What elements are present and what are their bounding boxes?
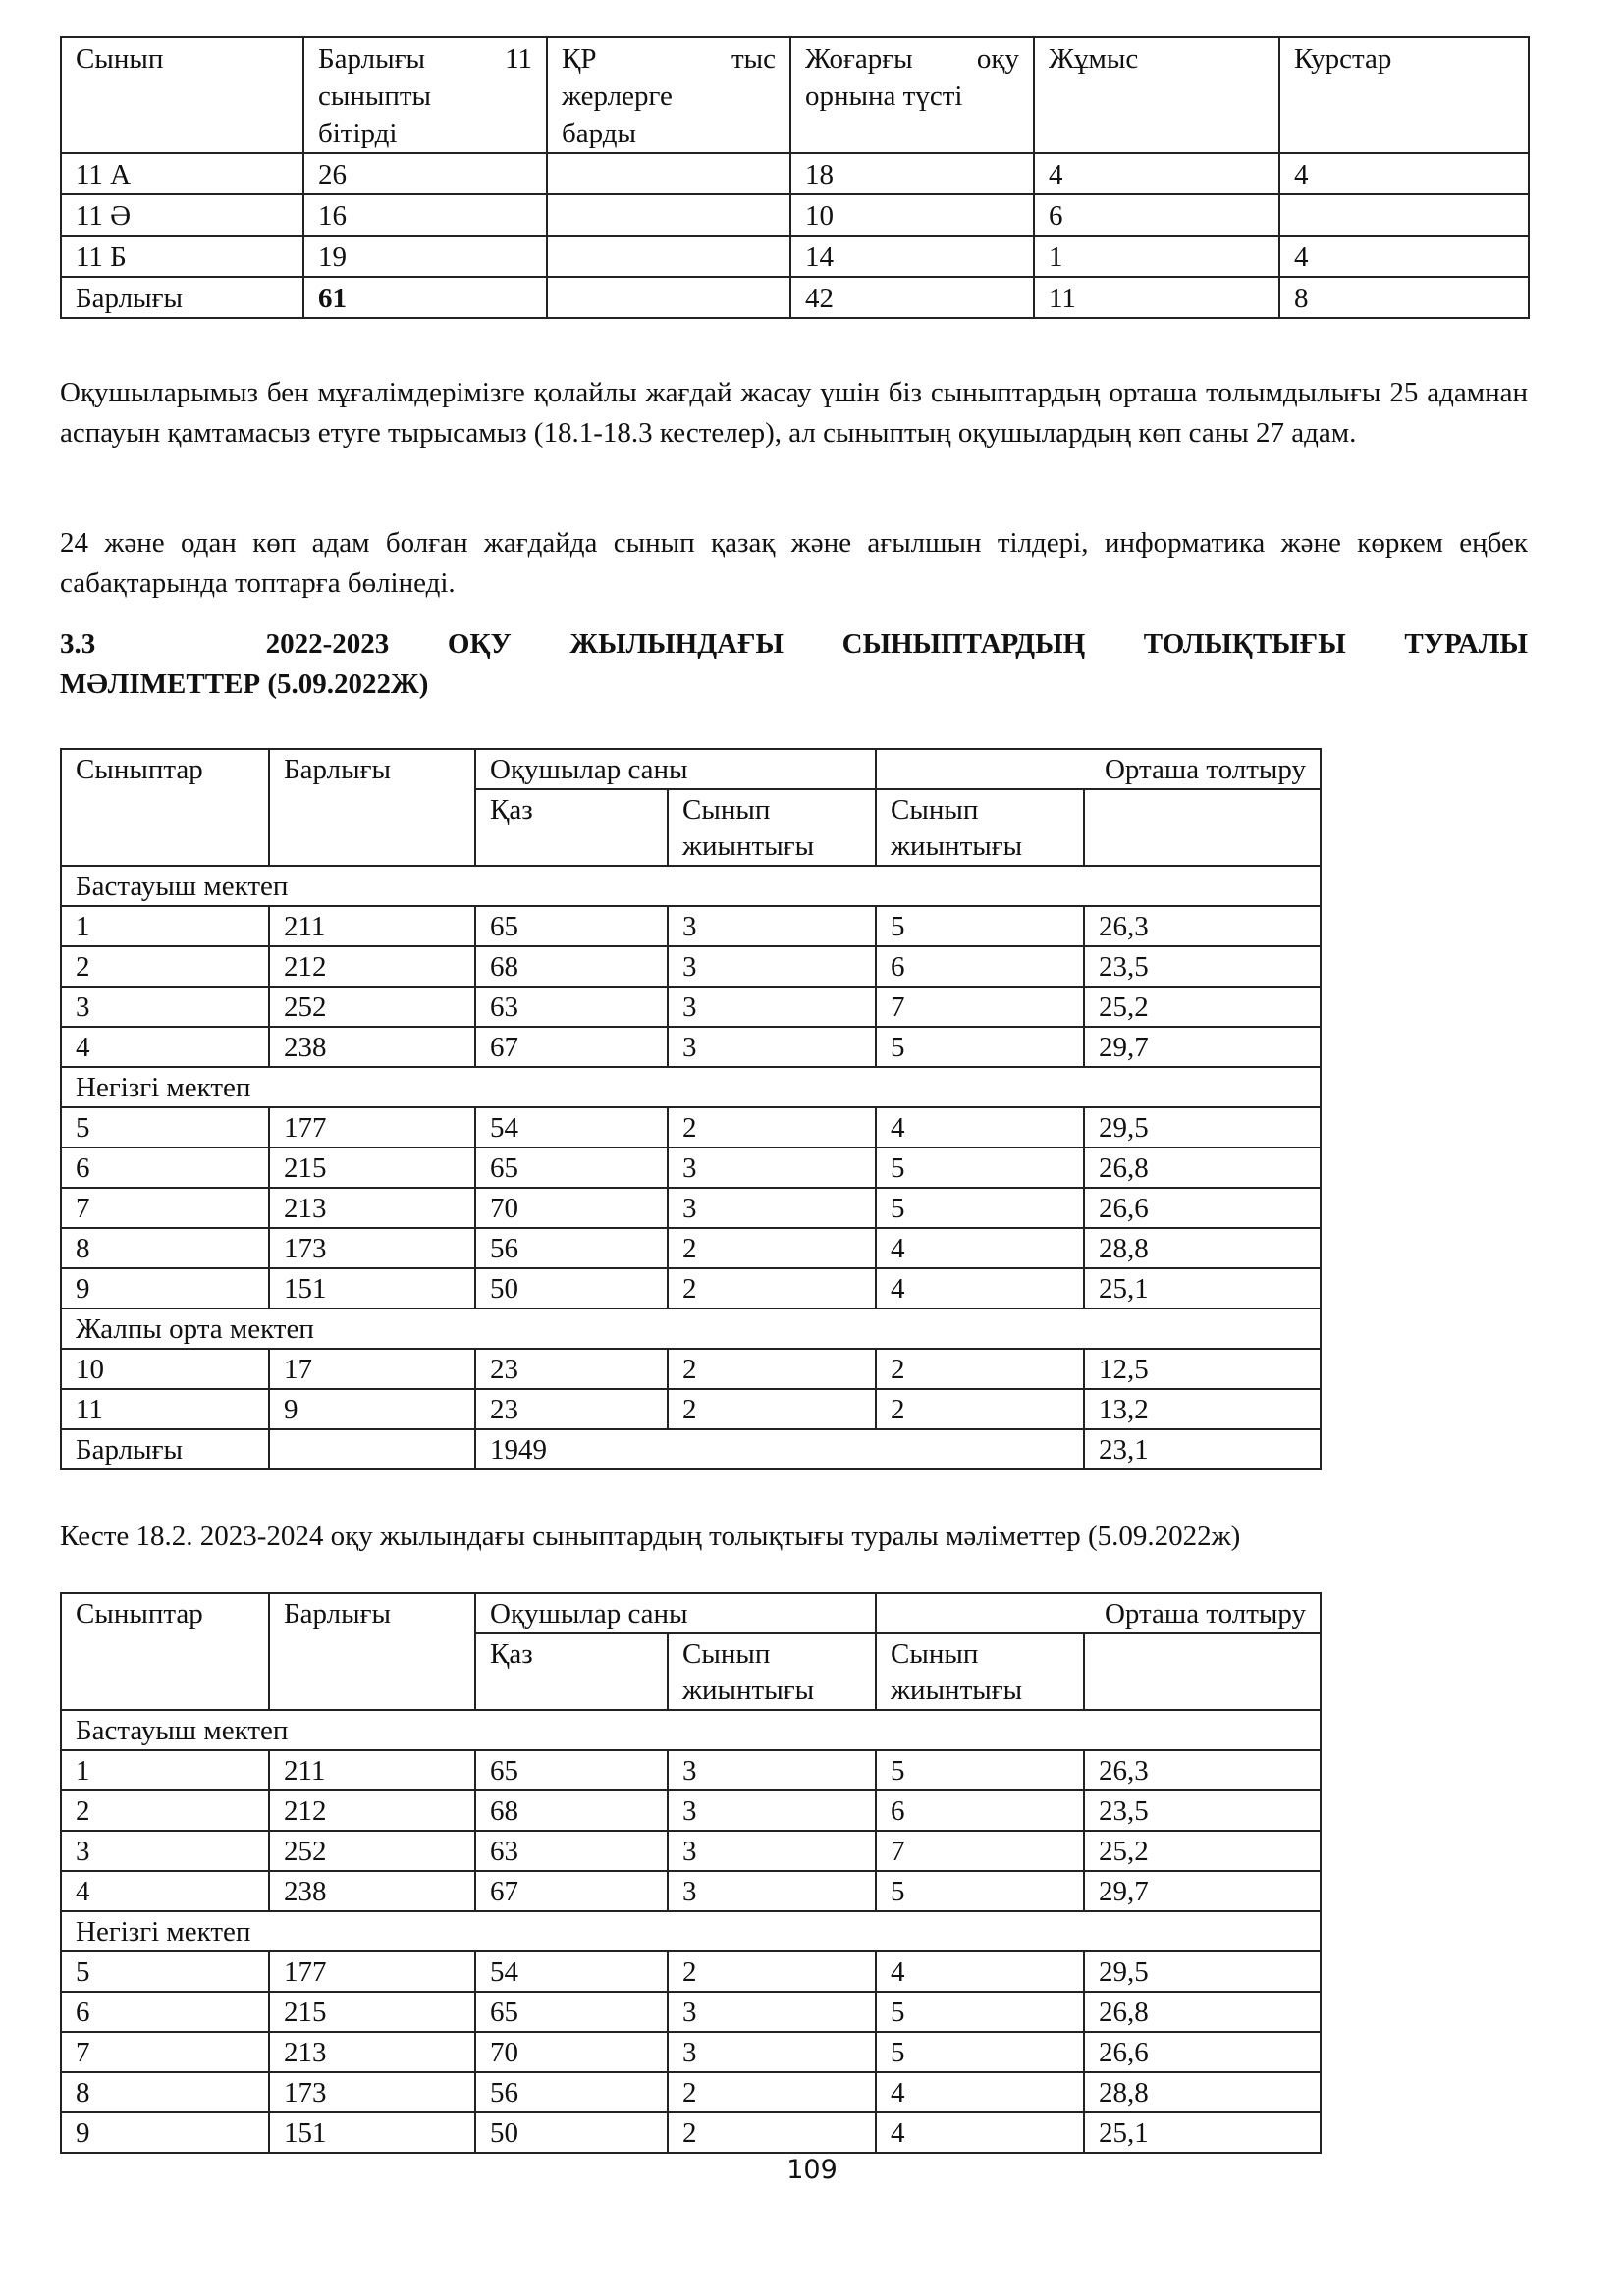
total-row: [61, 1429, 1321, 1469]
table-cell: 151: [269, 1268, 475, 1308]
table-cell: 252: [269, 987, 475, 1027]
table-row: [61, 1188, 1321, 1228]
table-cell: 11 А: [61, 153, 303, 194]
section-row: [61, 1067, 1321, 1107]
heading-word: ЖЫЛЫНДАҒЫ: [569, 628, 785, 660]
header-class-set: Сынып жиынтығы: [876, 1633, 1084, 1710]
table-cell: 4: [876, 1951, 1084, 1992]
table-cell: 70: [475, 2032, 668, 2072]
table-row: [61, 1992, 1321, 2032]
table-cell: 7: [61, 2032, 269, 2072]
table-cell: 6: [876, 946, 1084, 987]
section-row: [61, 1710, 1321, 1750]
section-row: [61, 866, 1321, 906]
table-cell: 213: [269, 1188, 475, 1228]
header-total-graduated: [303, 37, 547, 153]
table-row: [61, 1790, 1321, 1831]
header-class-set: Сынып жиынтығы: [876, 789, 1084, 866]
section-heading: [60, 624, 1528, 705]
header-class-set: Сынып жиынтығы: [668, 1633, 876, 1710]
table-cell: 54: [475, 1107, 668, 1148]
table-cell: 151: [269, 2112, 475, 2153]
table-cell: 5: [876, 1871, 1084, 1911]
header-classes: Сыныптар: [61, 749, 269, 866]
table-cell: 29,5: [1084, 1951, 1321, 1992]
table-cell: 3: [668, 1188, 876, 1228]
table-cell: 26,6: [1084, 1188, 1321, 1228]
header-text: Барлығы: [318, 43, 425, 75]
table-cell: 68: [475, 946, 668, 987]
table-cell: 23: [475, 1349, 668, 1389]
total-average: 23,1: [1084, 1429, 1321, 1469]
table-cell: 65: [475, 1750, 668, 1790]
table-cell: 4: [876, 1228, 1084, 1268]
table-row: [61, 2032, 1321, 2072]
table-cell: 67: [475, 1871, 668, 1911]
table-cell: 11: [1034, 277, 1279, 318]
table-cell: 2: [668, 1268, 876, 1308]
heading-word: СЫНЫПТАРДЫҢ: [841, 628, 1086, 660]
table-cell: 3: [668, 946, 876, 987]
table-cell: 25,1: [1084, 2112, 1321, 2153]
table-cell: 10: [790, 194, 1034, 236]
table-cell: 2: [876, 1389, 1084, 1429]
total-label: Барлығы: [61, 1429, 269, 1469]
paragraph-class-size: Оқушыларымыз бен мұғалімдерімізге қолайлы жағдай жасау үшін біз сыныптардың орташа толымдылығы 25 адамнан аспауын қамтамасыз етуге тырысамыз (18.1-18.3 кестелер), ал сыныптың оқушылардың көп саны 27 адам.: [60, 377, 1528, 449]
table-cell: 19: [303, 236, 547, 277]
table-cell: [547, 277, 790, 318]
table-cell: 65: [475, 1992, 668, 2032]
header-average-fill: Орташа толтыру: [876, 1593, 1321, 1633]
header-average-fill: Орташа толтыру: [876, 749, 1321, 789]
table-row: [61, 946, 1321, 987]
table-cell: 4: [1279, 153, 1529, 194]
table-cell: [547, 194, 790, 236]
table-cell: 26,6: [1084, 2032, 1321, 2072]
header-text: орнына түсті: [805, 80, 963, 112]
enrollment-table-2023: [60, 1592, 1322, 2154]
table-cell: 14: [790, 236, 1034, 277]
section-heading-line1: [60, 624, 1528, 665]
table-cell: 4: [1279, 236, 1529, 277]
table-row: [61, 1831, 1321, 1871]
table-cell: 1: [61, 1750, 269, 1790]
table-cell: 3: [61, 1831, 269, 1871]
table-cell: 28,8: [1084, 1228, 1321, 1268]
table-cell: 2: [668, 1107, 876, 1148]
table-cell: 25,1: [1084, 1268, 1321, 1308]
table-cell: 7: [61, 1188, 269, 1228]
table-row: [61, 1349, 1321, 1389]
header-text: оқу: [976, 43, 1019, 75]
header-university: [790, 37, 1034, 153]
table-cell: 29,5: [1084, 1107, 1321, 1148]
table-cell: 13,2: [1084, 1389, 1321, 1429]
table-cell: 215: [269, 1992, 475, 2032]
table-cell: 3: [668, 1790, 876, 1831]
header-work: Жұмыс: [1034, 37, 1279, 153]
table-cell: 5: [61, 1951, 269, 1992]
table-cell: 3: [61, 987, 269, 1027]
table-cell: 3: [668, 1992, 876, 2032]
table-cell: 7: [876, 1831, 1084, 1871]
section-label: Негізгі мектеп: [61, 1067, 1321, 1107]
table-cell: 2: [61, 946, 269, 987]
table-cell: 2: [876, 1349, 1084, 1389]
table-cell: 2: [668, 1228, 876, 1268]
table-cell: 8: [61, 2072, 269, 2112]
heading-word: ОҚУ: [447, 628, 512, 660]
table-row: [61, 2072, 1321, 2112]
table-cell: 42: [790, 277, 1034, 318]
graduates-row: [61, 236, 1529, 277]
table-row: [61, 1951, 1321, 1992]
table-cell: 5: [876, 906, 1084, 946]
header-text: сыныпты бітірді: [318, 80, 432, 149]
table-cell: 6: [61, 1148, 269, 1188]
paragraph-group-split: 24 және одан көп адам болған жағдайда сынып қазақ және ағылшын тілдері, информатика және көркем еңбек сабақтарында топтарға бөлінеді.: [60, 527, 1528, 599]
table-cell: 6: [61, 1992, 269, 2032]
total-blank: [269, 1429, 475, 1469]
table-cell: 12,5: [1084, 1349, 1321, 1389]
header-blank: [1084, 1633, 1321, 1710]
table-cell: 7: [876, 987, 1084, 1027]
header-courses: Курстар: [1279, 37, 1529, 153]
heading-word: 2022-2023: [265, 628, 390, 660]
table-cell: 6: [1034, 194, 1279, 236]
table-cell: 238: [269, 1871, 475, 1911]
header-students-count: Оқушылар саны: [475, 1593, 876, 1633]
table-cell: 56: [475, 1228, 668, 1268]
table-cell: 26,8: [1084, 1992, 1321, 2032]
table-cell: 11 Ә: [61, 194, 303, 236]
table-cell: 17: [269, 1349, 475, 1389]
table-cell: 2: [668, 1389, 876, 1429]
graduates-table: [60, 36, 1530, 319]
table-cell: 2: [668, 2072, 876, 2112]
table-cell: 26,8: [1084, 1148, 1321, 1188]
header-text: ҚР: [562, 43, 597, 75]
table-row: [61, 1268, 1321, 1308]
graduates-row: [61, 194, 1529, 236]
table-row: [61, 1027, 1321, 1067]
table-row: [61, 906, 1321, 946]
table-row: [61, 1389, 1321, 1429]
header-row-1: [61, 1593, 1321, 1633]
table-cell: 9: [269, 1389, 475, 1429]
table-cell: 16: [303, 194, 547, 236]
page-number: 109: [786, 2155, 838, 2185]
table-cell: 9: [61, 1268, 269, 1308]
table-cell: 211: [269, 906, 475, 946]
total-students: 1949: [475, 1429, 1084, 1469]
section-row: [61, 1308, 1321, 1349]
graduates-body: [61, 153, 1529, 318]
header-row-1: [61, 749, 1321, 789]
table-cell: 252: [269, 1831, 475, 1871]
section-row: [61, 1911, 1321, 1951]
table-cell: 65: [475, 906, 668, 946]
header-total: Барлығы: [269, 749, 475, 866]
table-cell: 211: [269, 1750, 475, 1790]
table-cell: 9: [61, 2112, 269, 2153]
header-students-count: Оқушылар саны: [475, 749, 876, 789]
header-total: Барлығы: [269, 1593, 475, 1710]
table-row: [61, 987, 1321, 1027]
table-cell: 5: [876, 1750, 1084, 1790]
table-cell: 25,2: [1084, 987, 1321, 1027]
section-number: 3.3: [60, 628, 96, 660]
table-cell: 4: [1034, 153, 1279, 194]
table-cell: 18: [790, 153, 1034, 194]
table-cell: 56: [475, 2072, 668, 2112]
table-cell: 3: [668, 906, 876, 946]
table-row: [61, 2112, 1321, 2153]
enrollment-table-2022: [60, 748, 1322, 1470]
section-heading-line2: МӘЛІМЕТТЕР (5.09.2022Ж): [60, 668, 429, 700]
table-cell: [547, 153, 790, 194]
table-cell: 3: [668, 1871, 876, 1911]
table-cell: 23,5: [1084, 946, 1321, 987]
table-cell: 8: [61, 1228, 269, 1268]
table-cell: 6: [876, 1790, 1084, 1831]
table-row: [61, 1228, 1321, 1268]
table-cell: 2: [668, 1951, 876, 1992]
table-cell: 63: [475, 1831, 668, 1871]
table-cell: 2: [668, 1349, 876, 1389]
table-cell: [1279, 194, 1529, 236]
header-classes: Сыныптар: [61, 1593, 269, 1710]
table-cell: 173: [269, 1228, 475, 1268]
graduates-header-row: [61, 37, 1529, 153]
graduates-row: [61, 153, 1529, 194]
header-text: Жоғарғы: [805, 43, 913, 75]
table-cell: Барлығы: [61, 277, 303, 318]
table-cell: 5: [876, 2032, 1084, 2072]
table-cell: 5: [876, 1188, 1084, 1228]
header-abroad: [547, 37, 790, 153]
table-cell: [547, 236, 790, 277]
table-cell: 238: [269, 1027, 475, 1067]
table-cell: 3: [668, 2032, 876, 2072]
table-cell: 173: [269, 2072, 475, 2112]
table-cell: 213: [269, 2032, 475, 2072]
table-row: [61, 1148, 1321, 1188]
table-cell: 67: [475, 1027, 668, 1067]
table-row: [61, 1107, 1321, 1148]
table-cell: 23,5: [1084, 1790, 1321, 1831]
header-kaz: Қаз: [475, 789, 668, 866]
graduates-total-row: [61, 277, 1529, 318]
header-class-set: Сынып жиынтығы: [668, 789, 876, 866]
table-cell: 70: [475, 1188, 668, 1228]
table-cell: 3: [668, 1027, 876, 1067]
table-row: [61, 1871, 1321, 1911]
table-cell: 4: [61, 1871, 269, 1911]
table-cell: 50: [475, 2112, 668, 2153]
table-cell: 8: [1279, 277, 1529, 318]
table-cell: 10: [61, 1349, 269, 1389]
header-kaz: Қаз: [475, 1633, 668, 1710]
table-cell: 28,8: [1084, 2072, 1321, 2112]
table-cell: 5: [876, 1027, 1084, 1067]
heading-word: ТОЛЫҚТЫҒЫ: [1143, 628, 1346, 660]
table-cell: 68: [475, 1790, 668, 1831]
table-cell: 1: [1034, 236, 1279, 277]
section-label: Негізгі мектеп: [61, 1911, 1321, 1951]
table-cell: 29,7: [1084, 1871, 1321, 1911]
table-cell: 11: [61, 1389, 269, 1429]
header-class: Сынып: [61, 37, 303, 153]
table-cell: 4: [876, 2112, 1084, 2153]
section-label: Бастауыш мектеп: [61, 1710, 1321, 1750]
table-cell: 177: [269, 1107, 475, 1148]
section-label: Бастауыш мектеп: [61, 866, 1321, 906]
table-cell: 1: [61, 906, 269, 946]
table-cell: 212: [269, 1790, 475, 1831]
table-cell: 11 Б: [61, 236, 303, 277]
table-cell: 212: [269, 946, 475, 987]
table-cell: 23: [475, 1389, 668, 1429]
table-cell: 26: [303, 153, 547, 194]
table-cell: 5: [876, 1148, 1084, 1188]
table-cell: 2: [61, 1790, 269, 1831]
section-label: Жалпы орта мектеп: [61, 1308, 1321, 1349]
table-cell: 3: [668, 1148, 876, 1188]
table-cell: 5: [61, 1107, 269, 1148]
table-cell: 5: [876, 1992, 1084, 2032]
table-cell: 3: [668, 987, 876, 1027]
table-cell: 3: [668, 1831, 876, 1871]
table-cell: 3: [668, 1750, 876, 1790]
table-cell: 50: [475, 1268, 668, 1308]
table-cell: 63: [475, 987, 668, 1027]
table-cell: 2: [668, 2112, 876, 2153]
table-cell: 26,3: [1084, 1750, 1321, 1790]
table-cell: 65: [475, 1148, 668, 1188]
table-cell: 26,3: [1084, 906, 1321, 946]
table-cell: 61: [303, 277, 547, 318]
table-cell: 25,2: [1084, 1831, 1321, 1871]
table-cell: 4: [876, 2072, 1084, 2112]
table-row: [61, 1750, 1321, 1790]
table-cell: 177: [269, 1951, 475, 1992]
table-cell: 4: [876, 1268, 1084, 1308]
table-cell: 54: [475, 1951, 668, 1992]
heading-word: ТУРАЛЫ: [1404, 628, 1528, 660]
table-cell: 4: [876, 1107, 1084, 1148]
table-cell: 29,7: [1084, 1027, 1321, 1067]
table-caption-2023: Кесте 18.2. 2023-2024 оқу жылындағы сыныптардың толықтығы туралы мәліметтер (5.09.2022ж): [60, 1521, 1241, 1552]
header-blank: [1084, 789, 1321, 866]
table-cell: 215: [269, 1148, 475, 1188]
header-text: тыс: [731, 43, 776, 75]
header-text: жерлерге барды: [562, 80, 673, 149]
table-cell: 4: [61, 1027, 269, 1067]
header-text: 11: [505, 43, 532, 75]
